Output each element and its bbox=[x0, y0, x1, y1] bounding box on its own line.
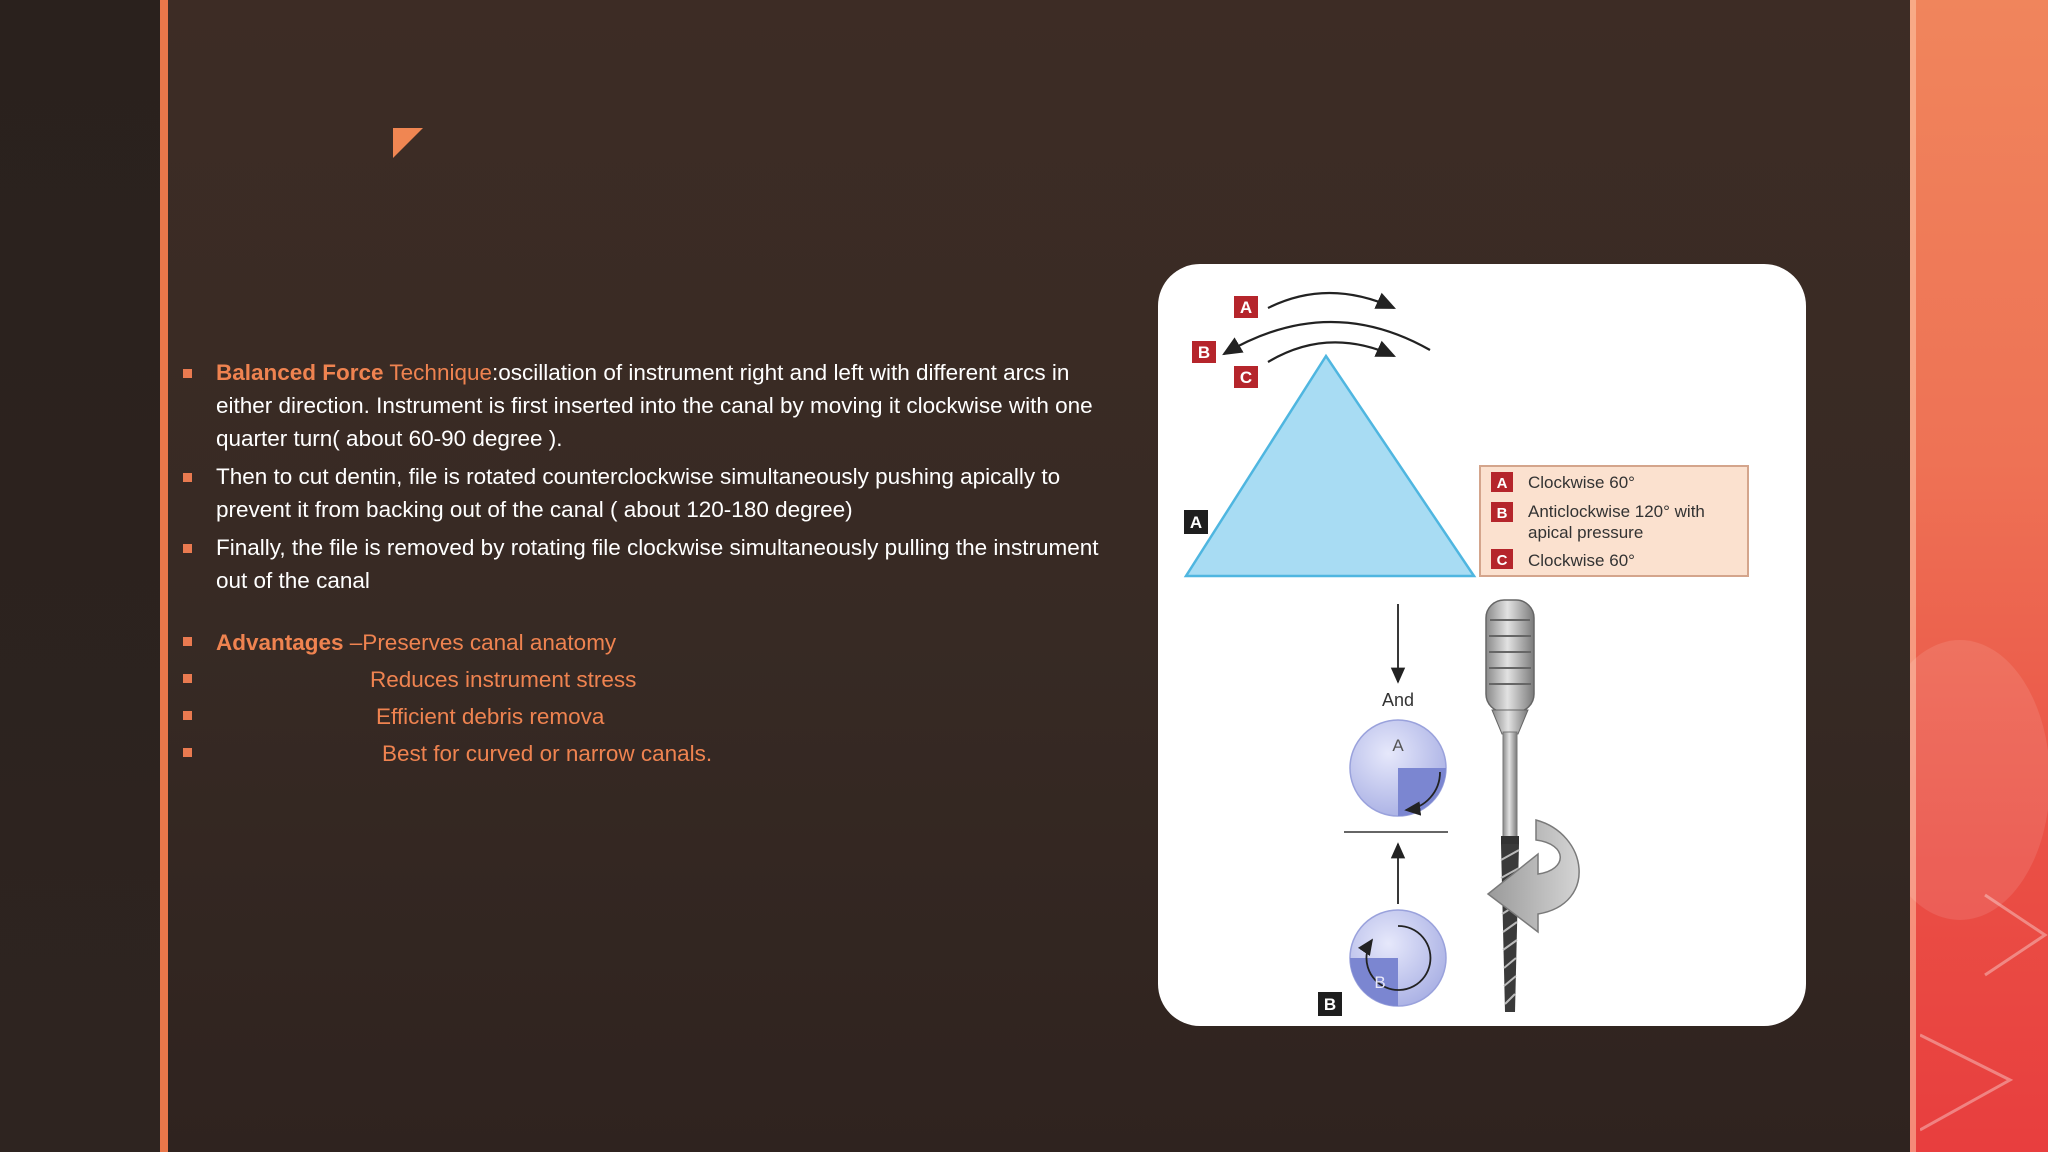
bullet-marker-icon bbox=[183, 748, 192, 757]
bullet-text: :oscillation of instrument right and left with different arcs in either direction. Instrument is first inserted into the canal by moving it clockwise with one quarter turn( about 60-90 degree ). bbox=[216, 360, 1093, 451]
decorative-right-panel bbox=[1910, 0, 2048, 1152]
bullet-marker-icon bbox=[183, 369, 192, 378]
chevron-icon bbox=[1920, 1020, 2048, 1150]
arc-b bbox=[1224, 322, 1430, 354]
arc-label-a: A bbox=[1239, 298, 1253, 317]
instrument-triangle bbox=[1186, 356, 1474, 576]
and-label: And bbox=[1381, 690, 1415, 710]
arc-label-b: B bbox=[1197, 343, 1211, 362]
technique-list bbox=[180, 356, 1100, 597]
bullet-cut-dentin bbox=[180, 460, 1100, 526]
bullet-marker-icon bbox=[183, 674, 192, 683]
advantages-label: Advantages bbox=[216, 630, 344, 655]
legend-key-b-label: B bbox=[1496, 505, 1508, 522]
bullet-text: Then to cut dentin, file is rotated counterclockwise simultaneously pushing apically to prevent it from backing out of the canal ( about 120-180 degree) bbox=[216, 464, 1061, 522]
legend-text-b2: apical pressure bbox=[1528, 523, 1644, 542]
accent-line bbox=[160, 0, 168, 1152]
advantage-text: Best for curved or narrow canals. bbox=[382, 741, 713, 766]
bullet-marker-icon bbox=[183, 544, 192, 553]
bullet-marker-icon bbox=[183, 637, 192, 646]
panel-edge bbox=[1910, 0, 1916, 1152]
advantage-text: Reduces instrument stress bbox=[370, 667, 637, 692]
legend-text-b: Anticlockwise 120° with bbox=[1528, 502, 1705, 521]
legend-key-c-label: C bbox=[1496, 552, 1508, 569]
bullet-balanced-force bbox=[180, 356, 1100, 455]
advantages-list bbox=[180, 624, 1100, 772]
figure-diagram bbox=[1158, 264, 1806, 1026]
bullet-marker-icon bbox=[183, 711, 192, 720]
left-band bbox=[0, 0, 160, 1152]
bullet-text: Finally, the file is removed by rotating file clockwise simultaneously pulling the instrument out of the canal bbox=[216, 535, 1099, 593]
balanced-force-figure bbox=[1158, 264, 1806, 1026]
glow-shape bbox=[1910, 640, 2048, 920]
legend-text-c: Clockwise 60° bbox=[1528, 551, 1635, 570]
arc-label-c: C bbox=[1239, 368, 1253, 387]
bullet-remove-file bbox=[180, 531, 1100, 597]
legend-text-a: Clockwise 60° bbox=[1528, 473, 1635, 492]
advantage-text: –Preserves canal anatomy bbox=[343, 630, 617, 655]
panel-label-b: B bbox=[1323, 995, 1337, 1014]
advantage-text: Efficient debris remova bbox=[376, 704, 605, 729]
advantage-item bbox=[180, 735, 1100, 772]
circle-b-label: B bbox=[1374, 973, 1386, 992]
quarter-sector-a bbox=[1398, 768, 1446, 816]
endodontic-file-icon bbox=[1486, 600, 1534, 1012]
bullet-marker-icon bbox=[183, 473, 192, 482]
advantage-item bbox=[180, 661, 1100, 698]
chevron-icon bbox=[1920, 880, 2048, 1010]
advantage-item bbox=[180, 698, 1100, 735]
advantage-item bbox=[180, 624, 1100, 661]
arc-a bbox=[1268, 293, 1394, 308]
legend-key-a-label: A bbox=[1496, 475, 1508, 492]
circle-a-label: A bbox=[1392, 736, 1404, 755]
bullet-bold-term: Balanced Force bbox=[216, 360, 384, 385]
slide-content bbox=[180, 356, 1100, 772]
panel-label-a: A bbox=[1189, 513, 1203, 532]
arc-c bbox=[1268, 342, 1394, 362]
bullet-emphasis: Technique bbox=[383, 360, 493, 385]
